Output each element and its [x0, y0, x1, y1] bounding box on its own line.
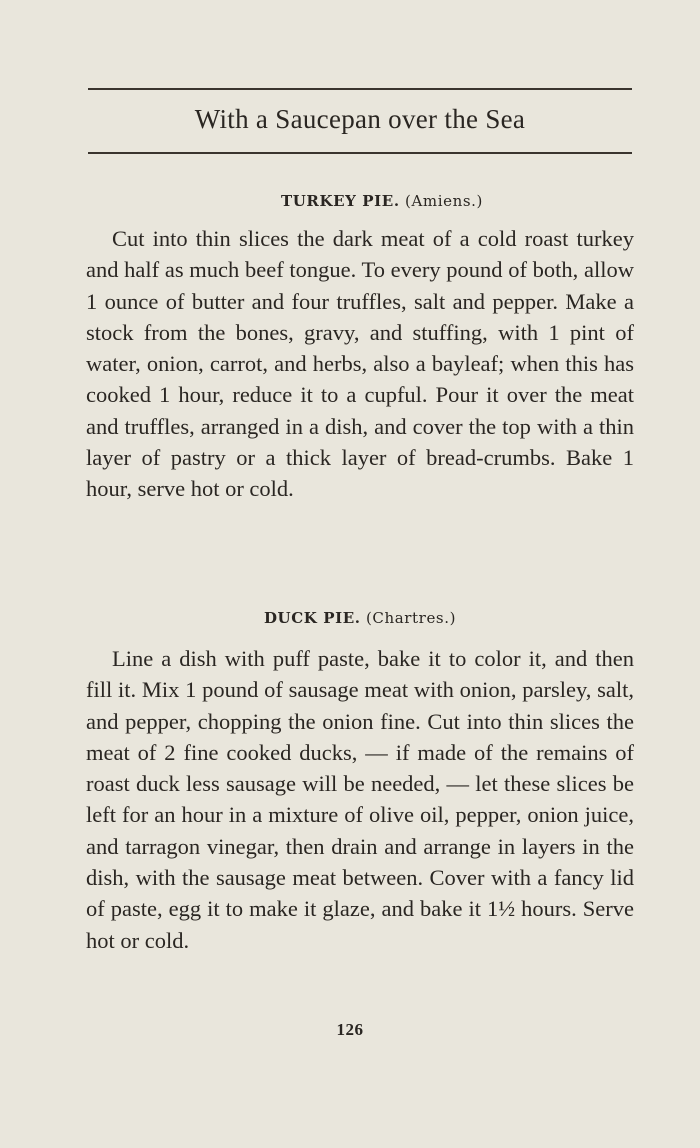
- page-number: 126: [336, 1020, 364, 1039]
- running-title: With a Saucepan over the Sea: [194, 104, 526, 134]
- recipe-text-duck-pie: Line a dish with puff paste, bake it to color it, and then fill it. Mix 1 pound of sausage meat with onion, parsley, salt, and pepper, chopping the onion fine. Cut into thin slices the meat of 2 fine cooked ducks, — if made of the remains of roast duck less sausage will be needed, — let these slices be left for an hour in a mixture of olive oil, pepper, onion juice, and tarragon vinegar, then drain and arrange in layers in the dish, with the sausage meat between. Cover with a fancy lid of paste, egg it to make it glaze, and bake it 1½ hours. Serve hot or cold.: [86, 646, 634, 953]
- header-rule-bottom: [88, 152, 632, 154]
- recipe-place: (Amiens.): [405, 192, 483, 210]
- recipe-name: TURKEY PIE.: [280, 192, 400, 210]
- recipe-place: (Chartres.): [365, 609, 457, 627]
- header-rule-top: [88, 88, 632, 90]
- recipe-text-turkey-pie: Cut into thin slices the dark meat of a cold roast turkey and half as much beef tongue. To every pound of both, allow 1 ounce of butter and four truffles, salt and pepper. Make a stock from the bones, gravy, and stuffing, with 1 pint of water, onion, carrot, and herbs, also a bayleaf; when this has cooked 1 hour, reduce it to a cupful. Pour it over the meat and truffles, arranged in a dish, and cover the top with a thin layer of pastry or a thick layer of bread-crumbs. Bake 1 hour, serve hot or cold.: [86, 226, 634, 502]
- recipe-title-turkey-pie: [110, 192, 654, 210]
- recipe-name: DUCK PIE.: [263, 609, 361, 627]
- recipe-title-duck-pie: [88, 609, 632, 627]
